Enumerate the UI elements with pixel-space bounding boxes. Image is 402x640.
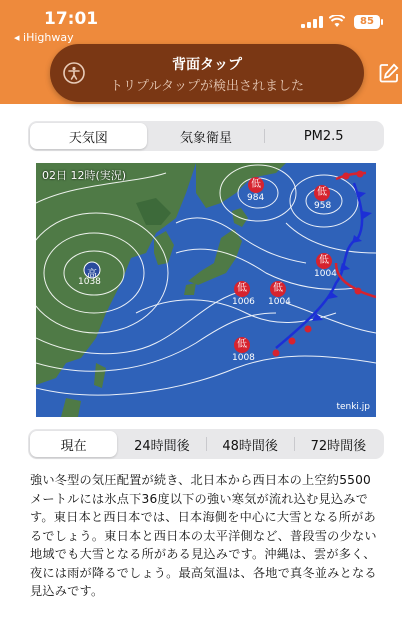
- battery-icon: 85: [354, 15, 380, 29]
- high-label: 高: [87, 269, 97, 280]
- tab-48h[interactable]: 48時間後: [222, 438, 278, 454]
- low-pressure-marker[interactable]: 低: [273, 283, 283, 294]
- map-credit: tenki.jp: [336, 402, 370, 412]
- low-pressure-value: 1008: [232, 353, 255, 363]
- banner-subtitle: トリプルタップが検出されました: [110, 79, 304, 94]
- low-pressure-value: 984: [247, 193, 265, 203]
- notification-banner[interactable]: [50, 44, 364, 102]
- map-type-segmented-control: [28, 121, 384, 151]
- low-pressure-marker[interactable]: 低: [251, 179, 261, 190]
- status-time: 17:01: [44, 9, 99, 29]
- map-time-label: 02日 12時(実況): [42, 169, 127, 182]
- low-pressure-value: 1004: [314, 269, 337, 279]
- tab-weather-map[interactable]: 天気図: [30, 123, 147, 149]
- tab-now[interactable]: 現在: [30, 431, 117, 457]
- low-pressure-marker[interactable]: 低: [237, 283, 247, 294]
- low-pressure-value: 958: [314, 201, 332, 211]
- forecast-time-segmented-control: [28, 429, 384, 459]
- edit-icon[interactable]: [379, 63, 399, 83]
- forecast-description: 強い冬型の気圧配置が続き、北日本から西日本の上空約5500メートルには氷点下36度以下の強い寒気が流れ込む見込みです。東日本と西日本では、日本海側を中心に大雪となる所があるでしょう。東日本と西日本の太平洋側など、普段雪の少ない地域でも大雪となる所がある見込みです。沖縄は、雲が多く、夜には雨が降るでしょう。最高気温は、各地で真冬並みとなる見込みです。: [30, 473, 377, 598]
- tab-pm25[interactable]: PM2.5: [303, 128, 344, 144]
- tab-72h[interactable]: 72時間後: [310, 438, 367, 454]
- low-pressure-marker[interactable]: 低: [237, 339, 247, 350]
- low-pressure-marker[interactable]: 低: [319, 255, 329, 266]
- low-pressure-marker[interactable]: 低: [317, 187, 327, 198]
- tab-satellite[interactable]: 気象衛星: [180, 130, 233, 146]
- low-pressure-value: 1006: [232, 297, 255, 307]
- low-pressure-value: 1004: [268, 297, 291, 307]
- wifi-icon: [329, 15, 345, 28]
- cellular-signal-icon: [301, 16, 323, 28]
- banner-title: 背面タップ: [172, 57, 242, 73]
- high-pressure-value: 1038: [78, 277, 101, 287]
- back-to-app-link[interactable]: ◂ iHighway: [14, 31, 74, 44]
- weather-map[interactable]: [36, 163, 376, 417]
- tab-24h[interactable]: 24時間後: [134, 438, 190, 454]
